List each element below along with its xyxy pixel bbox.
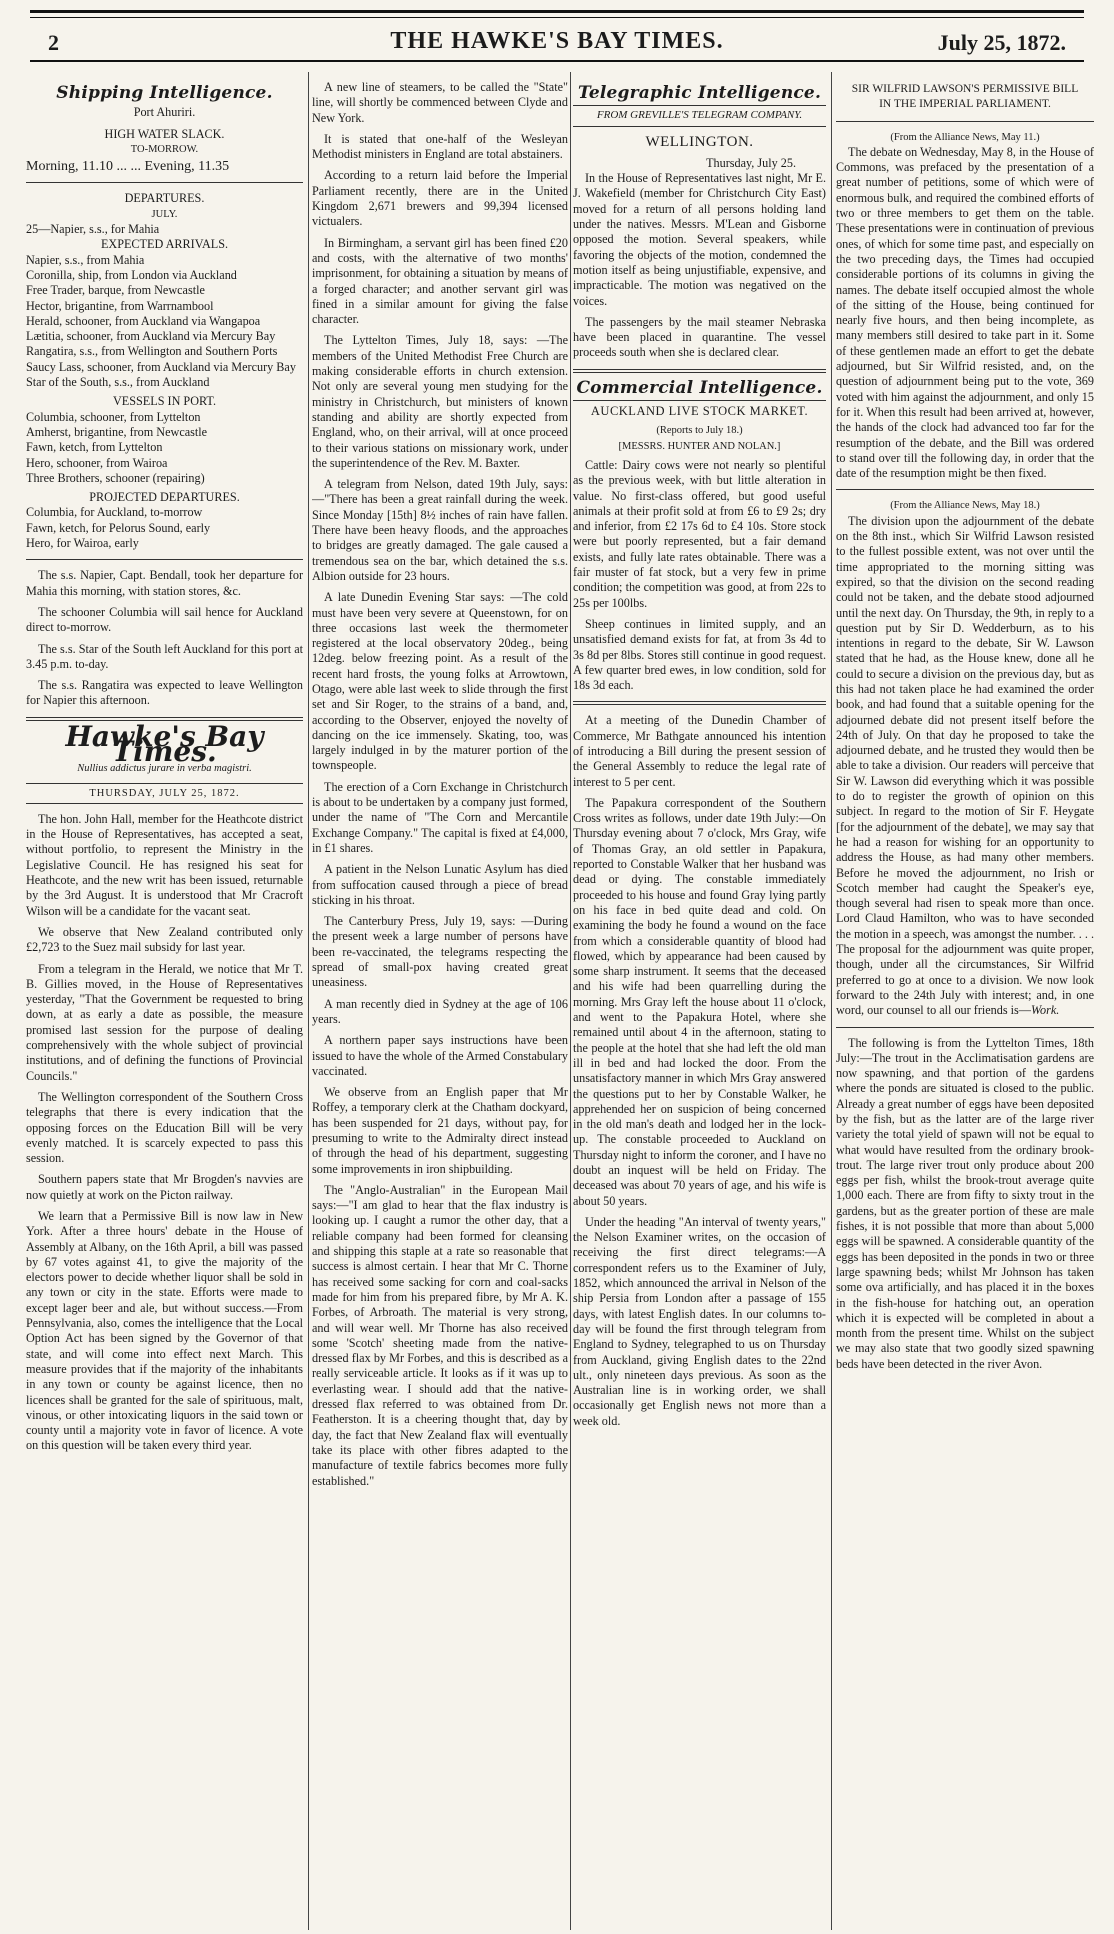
article-paragraph: Sheep continues in limited supply, and an unsatisfied demand exists for fat, at from 3s 4d to 3s 8d per 8lbs. Stores still continue in good request. A few quarter bred ewes, in low condition, sold for 18s 3d each. xyxy=(573,616,826,693)
shipping-heading: Shipping Intelligence. xyxy=(56,83,273,103)
article-paragraph: Southern papers state that Mr Brogden's navvies are now quietly at work on the Picton railway. xyxy=(26,1172,303,1202)
article-paragraph: A northern paper says instructions have been issued to have the whole of the Armed Constabulary vaccinated. xyxy=(312,1033,568,1078)
article-paragraph: In the House of Representatives last night, Mr E. J. Wakefield (member for Christchurch City East) moved for a return of all persons holding land under the natives. Messrs. M'Lean and Gisborne opposed the motion. Several speakers, while favoring the objects of the motion, condemned the motion itself as being unjustifiable, expensive, and impracticable. The motion was negatived on the voices. xyxy=(573,171,826,308)
article-title-line1: SIR WILFRID LAWSON'S PERMISSIVE BILL xyxy=(851,83,1079,95)
article-paragraph: At a meeting of the Dunedin Chamber of Commerce, Mr Bathgate announced his intention of introducing a Bill during the present session of the General Assembly to reduce the legal rate of interest to 5 per cent. xyxy=(573,713,826,789)
editorial-nameplate: Hawke's Bay Times. xyxy=(65,719,264,768)
top-rule xyxy=(30,10,1084,18)
divider xyxy=(26,182,303,183)
port-name: Port Ahuriri. xyxy=(133,105,196,120)
article-paragraph: The passengers by the mail steamer Nebraska have been placed in quarantine. The vessel proceeds south when she is declared clear. xyxy=(573,314,826,360)
article-text: The division upon the adjournment of the debate on the 8th inst., which Sir Wilfrid Lawson resisted to the fullest possible extent, was not over until the time appropriated to the morning sitting was expired, so that the division on the second reading could not be taken, and the debate stood adjourned until the next day. On Thursday, the 9th, in reply to a question put by Sir D. Wedderburn, as to his intentions in regard to the debate, Sir W. Lawson stated that he had, as the House knew, done all he could to secure a division on the previous day, but as this had not taken place he had examined the order book, and had found that a suitable opening for the adjourned debate did not present itself before the 24th of July. On that day he proposed to take the adjourned debate, and he trusted they would then be able to take a division. Our readers will perceive that Sir W. Lawson did everything which it was possible to do to register the growth of opinion on this subject. In regard to the motion of Sir F. Heygate [for the adjournment of the debate], we may say that he had a reason for wishing for an opportunity to address the House, as had many other members. Before he moved the adjournment, no Irish or Scotch member had caught the Speaker's eye, though several had risen to speak more than once. Lord Claud Hamilton, who was to have seconded the motion in a speech, was amongst the number. . . . The proposal for the adjournment was quite proper, though, under all the circumstances, Sir Wilfrid preferred to go at once to a division. We now look forward to the 24th July with interest; and, in one word, our counsel to all our friends is— xyxy=(836,513,1094,1018)
list-item: Hero, schooner, from Wairoa xyxy=(26,455,168,470)
article-paragraph: It is stated that one-half of the Wesleyan Methodist ministers in England are total abstainers. xyxy=(312,131,568,162)
departure-line: 25—Napier, s.s., for Mahia xyxy=(26,222,160,237)
article-paragraph: Under the heading "An interval of twenty years," the Nelson Examiner writes, on the occasion of receiving the first direct telegrams:—A correspondent refers us to the Examiner of July, 1852, which announced the arrival in Nelson of the ship Persia from London after a passage of 155 days, with latest English dates. In our columns to-day will be found the first through telegram from England to Sydney, telegraphed to us on Thursday from Auckland, giving English dates to the 22nd ult., only nineteen days previous. As soon as the Australian line is in working order, we shall occasionally get English news not more than a week old. xyxy=(573,1214,826,1428)
list-item: Hero, for Wairoa, early xyxy=(26,536,139,551)
arrivals-heading: EXPECTED ARRIVALS. xyxy=(100,237,229,252)
wellington-heading: WELLINGTON. xyxy=(645,133,754,150)
list-item: Herald, schooner, from Auckland via Wangapoa xyxy=(26,313,261,328)
market-agents: [MESSRS. HUNTER AND NOLAN.] xyxy=(618,440,781,452)
list-item: Amherst, brigantine, from Newcastle xyxy=(26,424,208,439)
column-4 xyxy=(836,80,1094,1926)
motto: Nullius addictus jurare in verba magistri. xyxy=(77,763,252,775)
column-rule xyxy=(831,72,832,1930)
article-paragraph: A telegram from Nelson, dated 19th July, says:—"There has been a great rainfall during the week. Since Monday [15th] 8½ inches of rain have fallen. There have been heavy floods, and the approaches to bridges are greatly damaged. The gale caused a tremendous sea on the bar, which detained the s.s. Albion outside for 23 hours. xyxy=(312,477,568,583)
column-3 xyxy=(573,80,826,1926)
article-paragraph: Cattle: Dairy cows were not nearly so plentiful as the previous week, with but little alteration in value. No first-class offered, but good useful animals at their profit sold at from £6 to £9 2s; dry and inferior, from £2 17s 6d to £4 10s. Store stock were but poorly represented, but a fair demand exists, and fully late rates obtainable. There was a fair muster of fat stock, but a very few in prime condition; the competition was good, at from 22s to 25s per 100lbs. xyxy=(573,457,826,610)
arrivals-list xyxy=(26,253,303,391)
list-item: Lætitia, schooner, from Auckland via Mercury Bay xyxy=(26,329,276,344)
article-paragraph: The "Anglo-Australian" in the European Mail says:—"I am glad to hear that the flax industry is looking up. I caught a rumor the other day, that a reliable company had been formed for cleansing and shipping this staple at a rate so reasonable that success is almost certain. I hear that Mr C. Thorne has received some sacking for corn and coal-sacks made for him from his prepared fibre, by Mr A. K. Forbes, of Arbroath. The material is very strong, and will wear well. Mr Thorne has also received some 'Scotch' sheeting made from the native-dressed flax by Mr Forbes, and this is described as a really serviceable article. It looks as if it was up to everlasting wear. I should add that the native-dressed flax referred to was obtained from Dr. Featherston. It is a cheering thought that, day by day, the fact that New Zealand flax will eventually take its place with other fibres adapted to the manufacture of textile fabrics becomes more fully established." xyxy=(312,1182,568,1488)
list-item: Saucy Lass, schooner, from Auckland via Mercury Bay xyxy=(26,359,296,374)
article-paragraph xyxy=(836,514,1094,1019)
list-item: Fawn, ketch, from Lyttelton xyxy=(26,440,163,455)
departures-heading: DEPARTURES. xyxy=(124,191,205,206)
article-paragraph: A patient in the Nelson Lunatic Asylum has died from suffocation caused through a piece of bread sticking in his throat. xyxy=(312,862,568,907)
projected-heading: PROJECTED DEPARTURES. xyxy=(89,490,240,505)
telegraphic-source: FROM GREVILLE'S TELEGRAM COMPANY. xyxy=(573,105,826,126)
newspaper-title: THE HAWKE'S BAY TIMES. xyxy=(390,28,724,54)
double-divider xyxy=(573,369,826,373)
high-water-times: Morning, 11.10 ... ... Evening, 11.35 xyxy=(26,159,230,175)
column-1 xyxy=(26,80,303,1926)
list-item: Columbia, schooner, from Lyttelton xyxy=(26,409,201,424)
article-paragraph: From a telegram in the Herald, we notice that Mr T. B. Gillies moved, in the House of Representatives yesterday, "That the Government be requested to bring down, at as early a date as possible, the measure promised last session for the purpose of dealing comprehensively with the whole subject of provincial institutions, and of defining the functions of Provincial Councils." xyxy=(26,961,303,1083)
divider xyxy=(836,489,1094,490)
article-paragraph: A late Dunedin Evening Star says: —The cold must have been very severe at Queenstown, for on three occasions last week the thermometer registered at the local observatory 20deg., being 12deg. below freezing point. As a result of the recent hard frosts, the young folks at Arrowtown, Otago, were able last week to slide through the first set and Sir Roger, to the strains of a band, and, according to the Observer, enjoyed the novelty of dancing on the ice immensely. Skating, too, was largely indulged in by the maturer portion of the townspeople. xyxy=(312,590,568,773)
list-item: Fawn, ketch, for Pelorus Sound, early xyxy=(26,520,211,535)
list-item: Napier, s.s., from Mahia xyxy=(26,252,145,267)
list-item: Rangatira, s.s., from Wellington and Southern Ports xyxy=(26,344,278,359)
article-paragraph: The erection of a Corn Exchange in Christchurch is about to be undertaken by a company just formed, under the name of "The Corn and Mercantile Exchange Company." The capital is fixed at £4,000, in £1 shares. xyxy=(312,779,568,855)
market-reports-date: (Reports to July 18.) xyxy=(656,425,743,437)
article-paragraph: The debate on Wednesday, May 8, in the House of Commons, was prefaced by the presentation of a great number of petitions, some of which were of enormous bulk, and required the combined efforts of two or three members to get them on the table. These presentations were in continuation of previous ones, of which for some time past, and especially on the two preceding days, the Times had occupied considerable portions of its columns in giving the names. The debate itself occupied almost the whole of the sitting of the House, being continued for nearly five hours, and then being incomplete, as many members still desired to take part in it. Some of these gentlemen made an effort to get the debate adjourned, but Sir Wilfrid resisted, and, on the question of adjournment being put to the vote, 369 voted with him against the adjournment, and only 15 for it. When this result had been arrived at, however, the hands of the clock had advanced too far for the resumption of the debate, and the Bill was ordered to stand over till the following day, in order that the date of the resumption might be then fixed. xyxy=(836,144,1094,481)
list-item: Three Brothers, schooner (repairing) xyxy=(26,470,205,485)
double-divider xyxy=(573,701,826,705)
article-paragraph: The Canterbury Press, July 19, says: —During the present week a large number of persons have been re-vaccinated, the telegrams respecting the spread of small-pox having created great uneasiness. xyxy=(312,914,568,990)
list-item: Coronilla, ship, from London via Auckland xyxy=(26,267,237,282)
wellington-date: Thursday, July 25. xyxy=(706,155,796,170)
article-paragraph: The hon. John Hall, member for the Heathcote district in the House of Representatives, has accepted a seat, without portfolio, to represent the Ministry in the Legislative Council. He has resigned his seat for Heathcote, and the new writ has been issued, returnable by the 3rd August. It is understood that Mr Cracroft Wilson will be a candidate for the vacant seat. xyxy=(26,811,303,918)
article-paragraph: We observe that New Zealand contributed only £2,723 to the Suez mail subsidy for last year. xyxy=(26,924,303,955)
telegraphic-heading: Telegraphic Intelligence. xyxy=(577,83,822,103)
shipping-note: The s.s. Star of the South left Auckland for this port at 3.45 p.m. to-day. xyxy=(26,641,303,671)
market-heading: AUCKLAND LIVE STOCK MARKET. xyxy=(573,400,826,419)
article-paragraph: In Birmingham, a servant girl has been fined £20 and costs, with the alternative of two months' imprisonment, for obtaining a situation by means of a forged character; and another servant girl was fined in a similar amount for giving the false character. xyxy=(312,235,568,327)
article-paragraph: The following is from the Lyttelton Times, 18th July:—The trout in the Acclimatisation gardens are now spawning, and that portion of the gardens where the ponds are situated is closed to the public. Already a great number of eggs have been deposited by the fish, but as the latter are of the large river variety the total yield of spawn will not be equal to what would have resulted from the ordinary brook-trout. The large river trout only produce about 200 eggs per fish, whilst the brook-trout average quite 1,000 each. There are from fifty to sixty trout in the gardens, but as the greater portion of these are male fishes, it is not possible that more than about 5,000 eggs will be spawned. A considerable quantity of the eggs has been deposited in the ponds in two or three large spawning beds; whilst Mr Johnson has taken some ova artificially, and has placed it in the boxes in the fish-house for hatching out, an operation which it is expected will be completed in about a month from the present time. Whilst on the subject we may also state that two goodly sized spawning beds have been detected in the river Avon. xyxy=(836,1035,1094,1371)
shipping-note: The s.s. Rangatira was expected to leave Wellington for Napier this afternoon. xyxy=(26,678,303,708)
article-paragraph: A man recently died in Sydney at the age of 106 years. xyxy=(312,996,568,1026)
masthead xyxy=(30,26,1084,62)
shipping-note: The schooner Columbia will sail hence for Auckland direct to-morrow. xyxy=(26,604,303,635)
article-paragraph: We observe from an English paper that Mr Roffey, a temporary clerk at the Chatham dockyard, has been suspended for 21 days, without pay, for presuming to write to the Admiralty direct instead of through the head of his department, suggesting some improvements in iron shipbuilding. xyxy=(312,1085,568,1176)
article-title-line2: IN THE IMPERIAL PARLIAMENT. xyxy=(879,98,1051,111)
article-text-end: Work. xyxy=(1030,1003,1060,1018)
list-item: Free Trader, barque, from Newcastle xyxy=(26,283,205,298)
divider xyxy=(836,1027,1094,1028)
inport-list xyxy=(26,410,303,486)
divider xyxy=(836,121,1094,122)
column-rule xyxy=(570,72,571,1930)
inport-heading: VESSELS IN PORT. xyxy=(113,394,216,409)
high-water-heading: HIGH WATER SLACK. xyxy=(104,126,225,141)
divider xyxy=(26,559,303,560)
list-item: Star of the South, s.s., from Auckland xyxy=(26,375,210,390)
column-2 xyxy=(312,80,568,1926)
article-paragraph: The Wellington correspondent of the Southern Cross telegraphs that there is every indication that the opposing forces on the Education Bill will be very evenly matched. It is scarcely expected to pass this session. xyxy=(26,1089,303,1166)
page-number: 2 xyxy=(48,30,59,55)
projected-list xyxy=(26,505,303,551)
article-source: (From the Alliance News, May 11.) xyxy=(890,131,1040,143)
list-item: Hector, brigantine, from Warrnambool xyxy=(26,298,214,313)
article-paragraph: We learn that a Permissive Bill is now law in New York. After a three hours' debate in the House of Assembly at Albany, on the 16th April, a bill was passed by 67 votes against 41, to give the majority of the electors power to decide whether liquor shall be sold in any town or city in the state. Efforts were made to except lager beer and ale, but without success.—From Pennsylvania, also, comes the intelligence that the Local Option Act has been signed by the Governor of that state, and will come into effect next March. This measure provides that if the majority of the inhabitants in any town or county be against licence, then no licences shall be granted for the sale of spirituous, malt, vinous, or other intoxicating liquors in the said town or county until a majority vote in favor of licence. A vote on this question will be taken every third year. xyxy=(26,1209,303,1453)
high-water-sub: TO-MORROW. xyxy=(130,143,199,155)
article-paragraph: According to a return laid before the Imperial Parliament recently, there are in the United Kingdom 2,671 brewers and 99,394 licensed victualers. xyxy=(312,168,568,229)
shipping-note: The s.s. Napier, Capt. Bendall, took her departure for Mahia this morning, with station stores, &c. xyxy=(26,568,303,598)
article-paragraph: A new line of steamers, to be called the "State" line, will shortly be commenced between Clyde and New York. xyxy=(312,80,568,125)
article-source: (From the Alliance News, May 18.) xyxy=(890,500,1040,512)
column-rule xyxy=(308,72,309,1930)
editorial-date: THURSDAY, JULY 25, 1872. xyxy=(26,783,303,804)
article-paragraph: The Lyttelton Times, July 18, says: —The members of the United Methodist Free Church are making considerable efforts in church extension. Not only are several young men studying for the ministry in Christchurch, but ministers of known standing and ability are shortly expected from England, who, on their arrival, will at once proceed to their various stations on missionary work, under the superintendence of the Rev. M. Baxter. xyxy=(312,333,568,470)
commercial-heading: Commercial Intelligence. xyxy=(576,377,823,398)
departures-sub: JULY. xyxy=(151,208,178,220)
issue-date: July 25, 1872. xyxy=(937,30,1066,55)
article-paragraph: The Papakura correspondent of the Southern Cross writes as follows, under date 19th July:—On Thursday evening about 7 o'clock, Mrs Gray, wife of Thomas Gray, an old settler in Papakura, reported to Constable Walker that her husband was dead or dying. The constable immediately proceeded to his house and found Gray lying partly on his face in bed quite dead and cold. On examining the body he found a wound on the face from which a considerable quantity of blood had flowed, which by appearance had been caused by some sharp instrument. It seems that the deceased and his wife had been quarrelling during the morning. Mrs Gray left the house about 11 o'clock, and went to the Papakura Hotel, where she remained until about 4 in the afternoon, stating to the people at the hotel that she had left the old man ill in bed and had locked the door. From the unsatisfactory manner in which Mrs Gray answered the questions put to her by Constable Walker, he apprehended her on suspicion of being concerned in the old man's death and lodged her in the lock-up. The constable proceeded to Auckland on Thursday night to inform the coroner, and I have no doubt an inquest will be held on Friday. The deceased was about 70 years of age, and his wife is about 50 years. xyxy=(573,795,826,1208)
list-item: Columbia, for Auckland, to-morrow xyxy=(26,505,203,520)
